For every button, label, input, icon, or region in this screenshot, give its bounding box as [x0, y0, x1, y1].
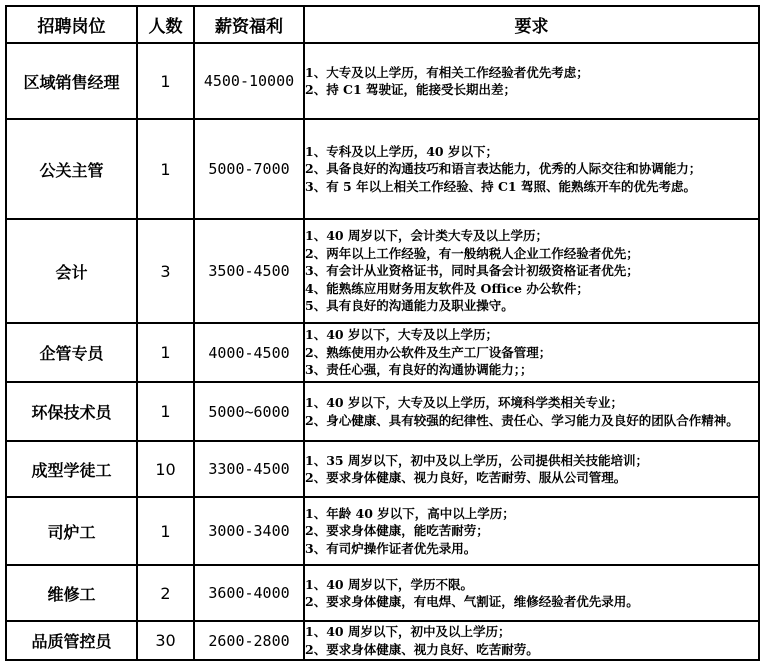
table-row [6, 119, 759, 219]
position-cell: 区域销售经理 [6, 43, 137, 119]
table-row [6, 621, 759, 660]
requirements-list [305, 576, 758, 611]
requirements-list [305, 64, 758, 99]
count-cell: 1 [137, 497, 194, 565]
requirements-list [305, 452, 758, 487]
position-cell: 司炉工 [6, 497, 137, 565]
count-cell: 1 [137, 382, 194, 441]
table-row [6, 565, 759, 621]
position-cell: 维修工 [6, 565, 137, 621]
count-cell: 30 [137, 621, 194, 660]
requirements-cell [304, 323, 759, 382]
salary-cell: 5000~6000 [194, 382, 304, 441]
requirement-item: 2、持 C1 驾驶证，能接受长期出差； [305, 82, 517, 97]
count-cell: 3 [137, 219, 194, 323]
position-cell: 品质管控员 [6, 621, 137, 660]
requirement-item: 1、40 周岁以下，初中及以上学历； [305, 624, 511, 639]
requirement-item: 3、有司炉操作证者优先录用。 [305, 540, 477, 556]
requirement-item: 2、要求身体健康、视力良好、吃苦耐劳。 [305, 641, 539, 657]
requirement-item: 1、年龄 40 岁以下，高中以上学历； [305, 505, 515, 521]
requirement-item: 2、两年以上工作经验，有一般纳税人企业工作经验者优先； [305, 245, 639, 261]
requirements-cell [304, 565, 759, 621]
requirements-cell [304, 441, 759, 497]
position-cell: 企管专员 [6, 323, 137, 382]
table-row [6, 323, 759, 382]
table-row [6, 219, 759, 323]
requirements-cell [304, 119, 759, 219]
requirement-item: 4、能熟练应用财务用友软件及 Office 办公软件； [305, 280, 589, 296]
header-position: 招聘岗位 [6, 6, 137, 43]
position-cell: 公关主管 [6, 119, 137, 219]
requirements-cell [304, 43, 759, 119]
requirement-item: 1、40 岁以下，大专及以上学历； [305, 327, 498, 343]
header-salary: 薪资福利 [194, 6, 304, 43]
count-cell: 1 [137, 43, 194, 119]
position-cell: 成型学徒工 [6, 441, 137, 497]
salary-cell: 2600-2800 [194, 621, 304, 660]
header-count: 人数 [137, 6, 194, 43]
requirements-list [305, 326, 758, 379]
requirement-item: 2、要求身体健康，有电焊、气割证，维修经验者优先录用。 [305, 594, 639, 609]
requirement-item: 3、有 5 年以上相关工作经验、持 C1 驾照、能熟练开车的优先考虑。 [305, 178, 696, 194]
requirements-cell [304, 497, 759, 565]
table-row [6, 497, 759, 565]
requirements-cell [304, 382, 759, 441]
table-row [6, 382, 759, 441]
count-cell: 10 [137, 441, 194, 497]
count-cell: 1 [137, 323, 194, 382]
requirement-item: 2、具备良好的沟通技巧和语言表达能力，优秀的人际交往和协调能力； [305, 161, 702, 177]
salary-cell: 4500-10000 [194, 43, 304, 119]
position-cell: 会计 [6, 219, 137, 323]
requirement-item: 3、责任心强，有良好的沟通协调能力；； [305, 362, 533, 378]
requirement-item: 1、大专及以上学历，有相关工作经验者优先考虑； [305, 64, 589, 80]
requirements-list [305, 623, 758, 658]
requirements-cell [304, 219, 759, 323]
recruitment-table [5, 5, 760, 661]
count-cell: 2 [137, 565, 194, 621]
requirement-item: 2、要求身体健康、视力良好，吃苦耐劳、服从公司管理。 [305, 470, 627, 485]
requirement-item: 1、40 周岁以下，学历不限。 [305, 576, 473, 592]
table-row [6, 441, 759, 497]
requirement-item: 1、40 周岁以下，会计类大专及以上学历； [305, 228, 548, 244]
salary-cell: 3600-4000 [194, 565, 304, 621]
count-cell: 1 [137, 119, 194, 219]
requirement-item: 2、熟练使用办公软件及生产工厂设备管理； [305, 344, 552, 360]
salary-cell: 5000-7000 [194, 119, 304, 219]
salary-cell: 3300-4500 [194, 441, 304, 497]
requirement-item: 1、35 周岁以下，初中及以上学历，公司提供相关技能培训； [305, 452, 648, 468]
requirement-item: 1、专科及以上学历，40 岁以下； [305, 143, 498, 159]
requirement-item: 3、有会计从业资格证书，同时具备会计初级资格证者优先； [305, 263, 639, 279]
position-cell: 环保技术员 [6, 382, 137, 441]
requirement-item: 5、具有良好的沟通能力及职业操守。 [305, 298, 514, 314]
salary-cell: 3000-3400 [194, 497, 304, 565]
requirements-list [305, 143, 758, 196]
requirements-cell [304, 621, 759, 660]
header-requirements: 要求 [304, 6, 759, 43]
requirement-item: 2、要求身体健康，能吃苦耐劳； [305, 523, 489, 539]
requirements-list [305, 505, 758, 558]
salary-cell: 3500-4500 [194, 219, 304, 323]
requirements-list [305, 227, 758, 315]
header-row [6, 6, 759, 43]
requirement-item: 2、身心健康、具有较强的纪律性、责任心、学习能力及良好的团队合作精神。 [305, 412, 739, 428]
salary-cell: 4000-4500 [194, 323, 304, 382]
requirement-item: 1、40 岁以下，大专及以上学历，环境科学类相关专业； [305, 395, 623, 410]
requirements-list [305, 394, 758, 429]
table-row [6, 43, 759, 119]
